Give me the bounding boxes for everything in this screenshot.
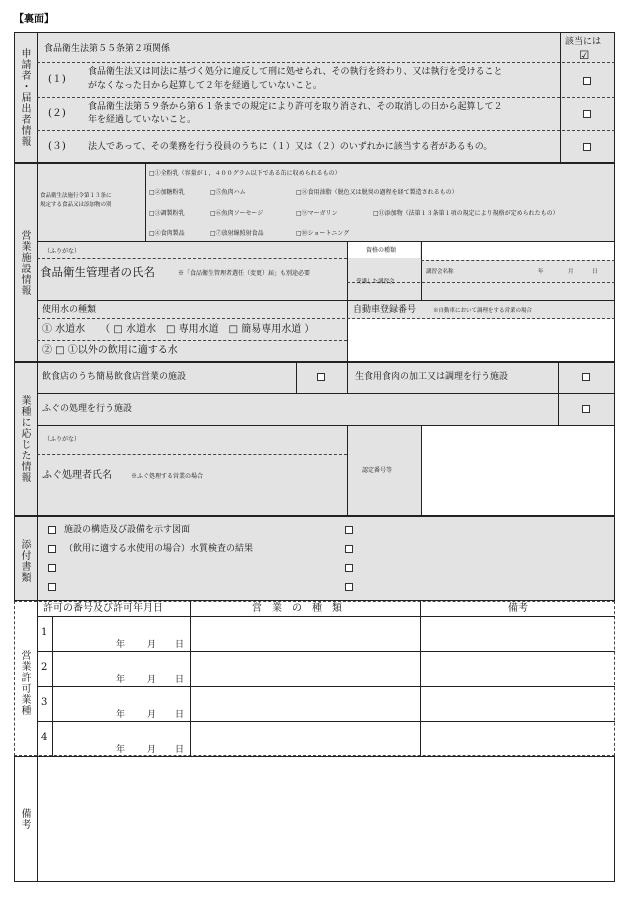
row-day: 日 bbox=[175, 745, 185, 755]
fugu-handler-note: ※ふぐ処理する営業の場合 bbox=[131, 473, 204, 480]
simple-restaurant-label: 飲食店のうち簡易飲食店営業の施設 bbox=[42, 372, 187, 382]
col-header-notes: 備考 bbox=[508, 603, 528, 614]
row-day: 日 bbox=[175, 675, 185, 685]
row-year: 年 bbox=[116, 640, 126, 650]
applicant-section-label: 申請者・届出者情報 bbox=[19, 48, 30, 147]
additive-option[interactable]: □⑦放射線照射食品 bbox=[210, 230, 264, 237]
attachment-2-label: （飲用に適する水使用の場合）水質検査の結果 bbox=[64, 544, 254, 554]
attachment-1-checkbox[interactable] bbox=[48, 526, 56, 534]
additive-option[interactable]: □②加糖粉乳 bbox=[149, 189, 185, 196]
remarks-section-label: 備考 bbox=[19, 808, 30, 830]
additive-option[interactable]: □⑪添加物（法第１３条第１項の規定により規格が定められたもの） bbox=[373, 210, 559, 217]
item-line: 食品衛生法又は同法に基づく処分に違反して刑に処せられ、その執行を終わり、又は執行を受けること bbox=[88, 67, 503, 77]
row-month: 月 bbox=[147, 640, 157, 650]
applicable-checkbox-icon: ☑ bbox=[579, 48, 590, 62]
remarks-input[interactable] bbox=[38, 757, 614, 881]
attachment-8-checkbox[interactable] bbox=[345, 583, 353, 591]
additive-label: 食品衛生法施行令第１３条に bbox=[40, 193, 112, 199]
vehicle-number-input[interactable] bbox=[348, 319, 614, 361]
item-number: (３) bbox=[48, 141, 66, 152]
item-1-checkbox[interactable] bbox=[583, 77, 591, 85]
vehicle-label: 自動車登録番号 bbox=[353, 305, 417, 315]
additive-option[interactable]: □①全粉乳（容量が１，４００グラム以下である缶に収められるもの） bbox=[149, 170, 341, 177]
row-month: 月 bbox=[147, 745, 157, 755]
attachment-1-label: 施設の構造及び設備を示す図面 bbox=[64, 525, 191, 535]
row-number: 1 bbox=[41, 627, 48, 638]
item-line: 法人であって、その業務を行う役員のうちに（１）又は（２）のいずれかに該当する者があるもの。 bbox=[88, 142, 493, 152]
furigana-label: （ふりがな） bbox=[44, 248, 81, 255]
course-org-label: 講習会名称 bbox=[426, 269, 454, 275]
row-year: 年 bbox=[116, 745, 126, 755]
additive-option[interactable]: □⑥魚肉ソーセージ bbox=[210, 210, 264, 217]
applicable-label: 該当には bbox=[565, 37, 602, 47]
business-section-label: 業種に応じた情報 bbox=[19, 395, 30, 483]
fugu-facility-label: ふぐの処理を行う施設 bbox=[42, 404, 133, 414]
item-3-checkbox[interactable] bbox=[583, 143, 591, 151]
manager-name-label: 食品衛生管理者の氏名 bbox=[40, 265, 155, 279]
attachment-7-checkbox[interactable] bbox=[345, 564, 353, 572]
permits-section bbox=[14, 601, 615, 756]
attachment-5-checkbox[interactable] bbox=[345, 526, 353, 534]
raw-meat-label: 生食用食肉の加工又は調理を行う施設 bbox=[355, 372, 509, 382]
course-month: 月 bbox=[568, 269, 574, 275]
col-header-date: 許可の番号及び許可年月日 bbox=[43, 603, 163, 614]
item-2-checkbox[interactable] bbox=[583, 110, 591, 118]
simple-restaurant-checkbox[interactable] bbox=[317, 373, 325, 381]
applicant-header: 食品衛生法第５５条第２項関係 bbox=[44, 44, 171, 54]
additive-option[interactable]: □④食肉製品 bbox=[149, 230, 185, 237]
facility-section-label: 営業施設情報 bbox=[19, 230, 30, 296]
water-option-1[interactable]: ① 水道水 （ □ 水道水 □ 専用水道 □ 簡易専用水道 ） bbox=[42, 324, 315, 335]
fugu-handler-label: ふぐ処理者氏名 bbox=[42, 470, 112, 481]
additive-label: 規定する食品又は添加物の別 bbox=[40, 202, 112, 208]
row-year: 年 bbox=[116, 675, 126, 685]
permits-section-label: 営業許可業種 bbox=[19, 650, 30, 716]
attachment-4-checkbox[interactable] bbox=[48, 583, 56, 591]
attachment-2-checkbox[interactable] bbox=[48, 545, 56, 553]
cert-label: 認定番号等 bbox=[362, 467, 393, 474]
attachment-3-checkbox[interactable] bbox=[48, 564, 56, 572]
additive-option[interactable]: □⑨マーガリン bbox=[296, 210, 338, 217]
item-line: 年を経過していないこと。 bbox=[88, 115, 197, 125]
furigana-label: （ふりがな） bbox=[44, 436, 81, 443]
cert-number-input[interactable] bbox=[422, 426, 614, 515]
row-number: 2 bbox=[41, 662, 48, 673]
row-day: 日 bbox=[175, 710, 185, 720]
item-number: (２) bbox=[48, 108, 66, 119]
qualification-label: 資格の種類 bbox=[366, 247, 397, 254]
row-month: 月 bbox=[147, 710, 157, 720]
water-label: 使用水の種類 bbox=[42, 305, 97, 315]
item-line: 食品衛生法第５９条から第６１条までの規定により許可を取り消され、その取消しの日から起算して２ bbox=[88, 102, 503, 112]
fugu-facility-checkbox[interactable] bbox=[582, 405, 590, 413]
additive-option[interactable]: □③調製粉乳 bbox=[149, 210, 185, 217]
row-year: 年 bbox=[116, 710, 126, 720]
additive-option[interactable]: □⑤魚肉ハム bbox=[210, 189, 246, 196]
additive-option[interactable]: □⑧食用油脂（脱色又は脱臭の過程を経て製造されるもの） bbox=[296, 189, 458, 196]
course-year: 年 bbox=[538, 269, 544, 275]
col-header-type: 営 業 の 種 類 bbox=[252, 603, 342, 614]
row-month: 月 bbox=[147, 675, 157, 685]
attachments-section-label: 添付書類 bbox=[19, 539, 30, 583]
row-number: 4 bbox=[41, 732, 48, 743]
attachment-6-checkbox[interactable] bbox=[345, 545, 353, 553]
row-day: 日 bbox=[175, 640, 185, 650]
course-day: 日 bbox=[592, 269, 598, 275]
page-heading: 【裏面】 bbox=[14, 14, 54, 25]
row-number: 3 bbox=[41, 697, 48, 708]
water-option-2[interactable]: ② □ ①以外の飲用に適する水 bbox=[42, 345, 178, 356]
item-number: (１) bbox=[48, 74, 66, 85]
vehicle-note: ※自動車において調理をする営業の場合 bbox=[433, 308, 533, 314]
qualification-input[interactable] bbox=[422, 242, 614, 260]
manager-note: ※「食品衛生管理者選任（変更）届」も別途必要 bbox=[178, 270, 311, 277]
course-label: 受講した講習会 bbox=[356, 279, 395, 285]
raw-meat-checkbox[interactable] bbox=[582, 373, 590, 381]
item-line: がなくなった日から起算して２年を経過していないこと。 bbox=[88, 81, 323, 91]
additive-option[interactable]: □⑩ショートニング bbox=[296, 230, 350, 237]
